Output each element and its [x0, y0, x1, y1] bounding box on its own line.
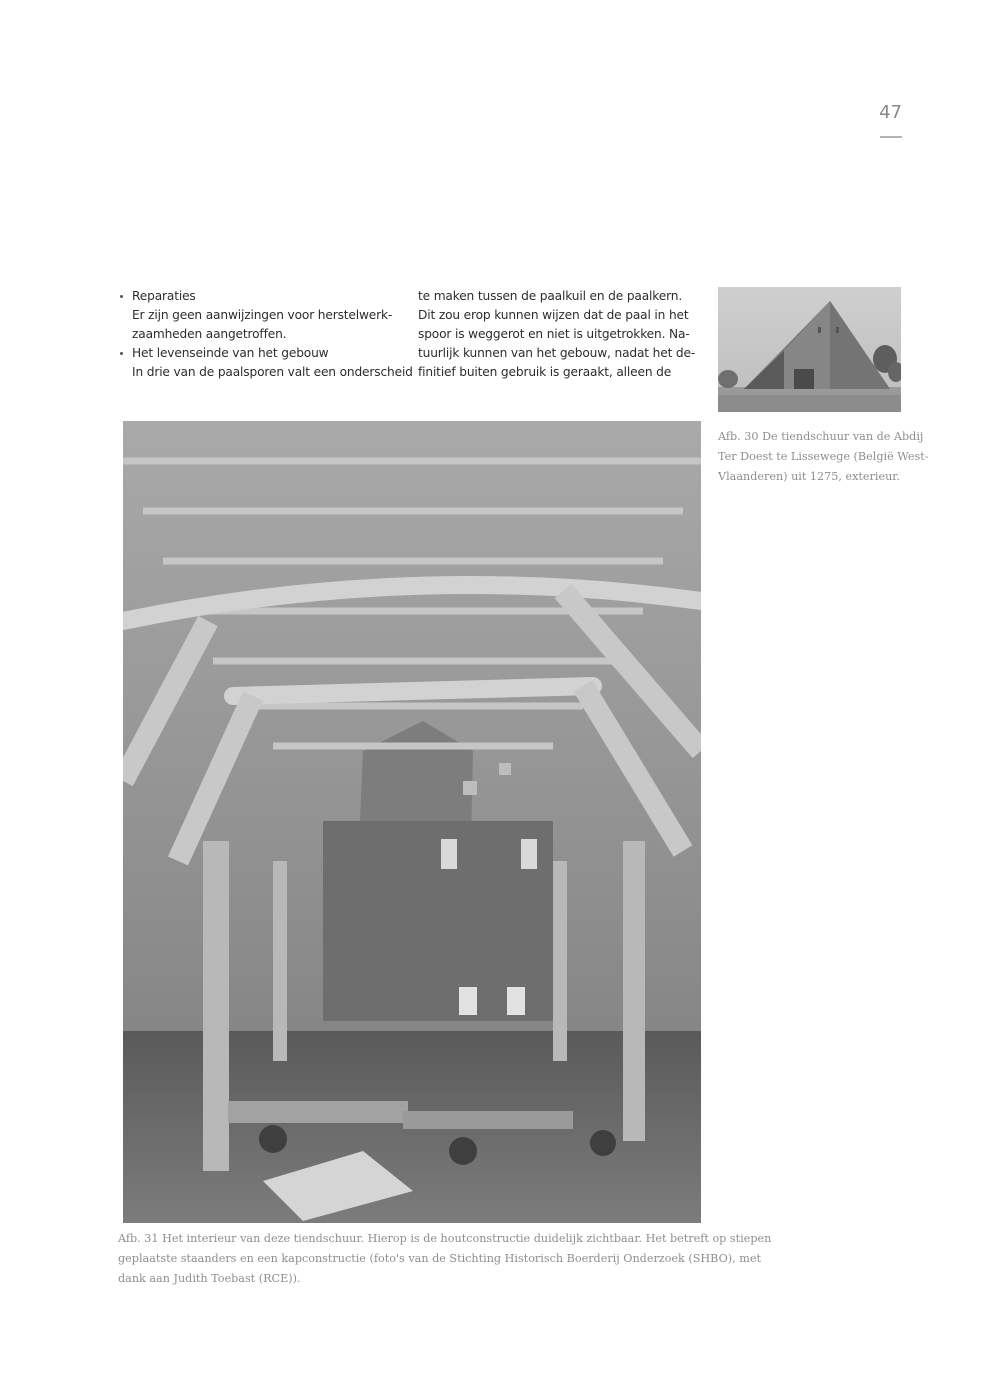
- caption-line: Ter Doest te Lissewege (België West-: [718, 450, 929, 463]
- barn-interior-photo: [123, 421, 701, 1223]
- bullet-heading: Reparaties: [118, 287, 408, 306]
- figure-31-caption: [118, 1229, 772, 1289]
- text-line: Er zijn geen aanwijzingen voor herstelwerk-: [132, 308, 393, 322]
- page-number: 47: [879, 102, 902, 123]
- caption-line: Afb. 30 De tiendschuur van de Abdij: [718, 430, 924, 443]
- bullet-item: [118, 287, 408, 344]
- text-line: te maken tussen de paalkuil en de paalkern.: [418, 289, 683, 303]
- caption-line: dank aan Judith Toebast (RCE)).: [118, 1272, 301, 1285]
- caption-line: Vlaanderen) uit 1275, exterieur.: [718, 470, 900, 483]
- text-line: Dit zou erop kunnen wijzen dat de paal in het: [418, 308, 689, 322]
- caption-line: geplaatste staanders en een kapconstructie (foto's van de Stichting Historisch Boerderij Onderzoek (SHBO), met: [118, 1252, 761, 1265]
- bullet-body: [118, 306, 408, 344]
- text-line: zaamheden aangetroffen.: [132, 327, 287, 341]
- text-line: spoor is weggerot en niet is uitgetrokken. Na-: [418, 327, 690, 341]
- bullet-heading: Het levenseinde van het gebouw: [118, 344, 408, 363]
- barn-exterior-photo: [718, 287, 901, 412]
- text-line: tuurlijk kunnen van het gebouw, nadat het de-: [418, 346, 696, 360]
- caption-line: Afb. 31 Het interieur van deze tiendschuur. Hierop is de houtconstructie duidelijk zichtbaar. Het betreft op stiepen: [118, 1232, 772, 1245]
- body-text-right-column: [418, 287, 708, 382]
- bullet-body: [118, 363, 413, 382]
- body-text-left-column: [118, 287, 413, 382]
- page-number-rule: [880, 136, 902, 138]
- bullet-item: [118, 344, 413, 382]
- text-line: finitief buiten gebruik is geraakt, alleen de: [418, 365, 672, 379]
- text-line: In drie van de paalsporen valt een onderscheid: [132, 365, 413, 379]
- figure-30-caption: [718, 427, 929, 487]
